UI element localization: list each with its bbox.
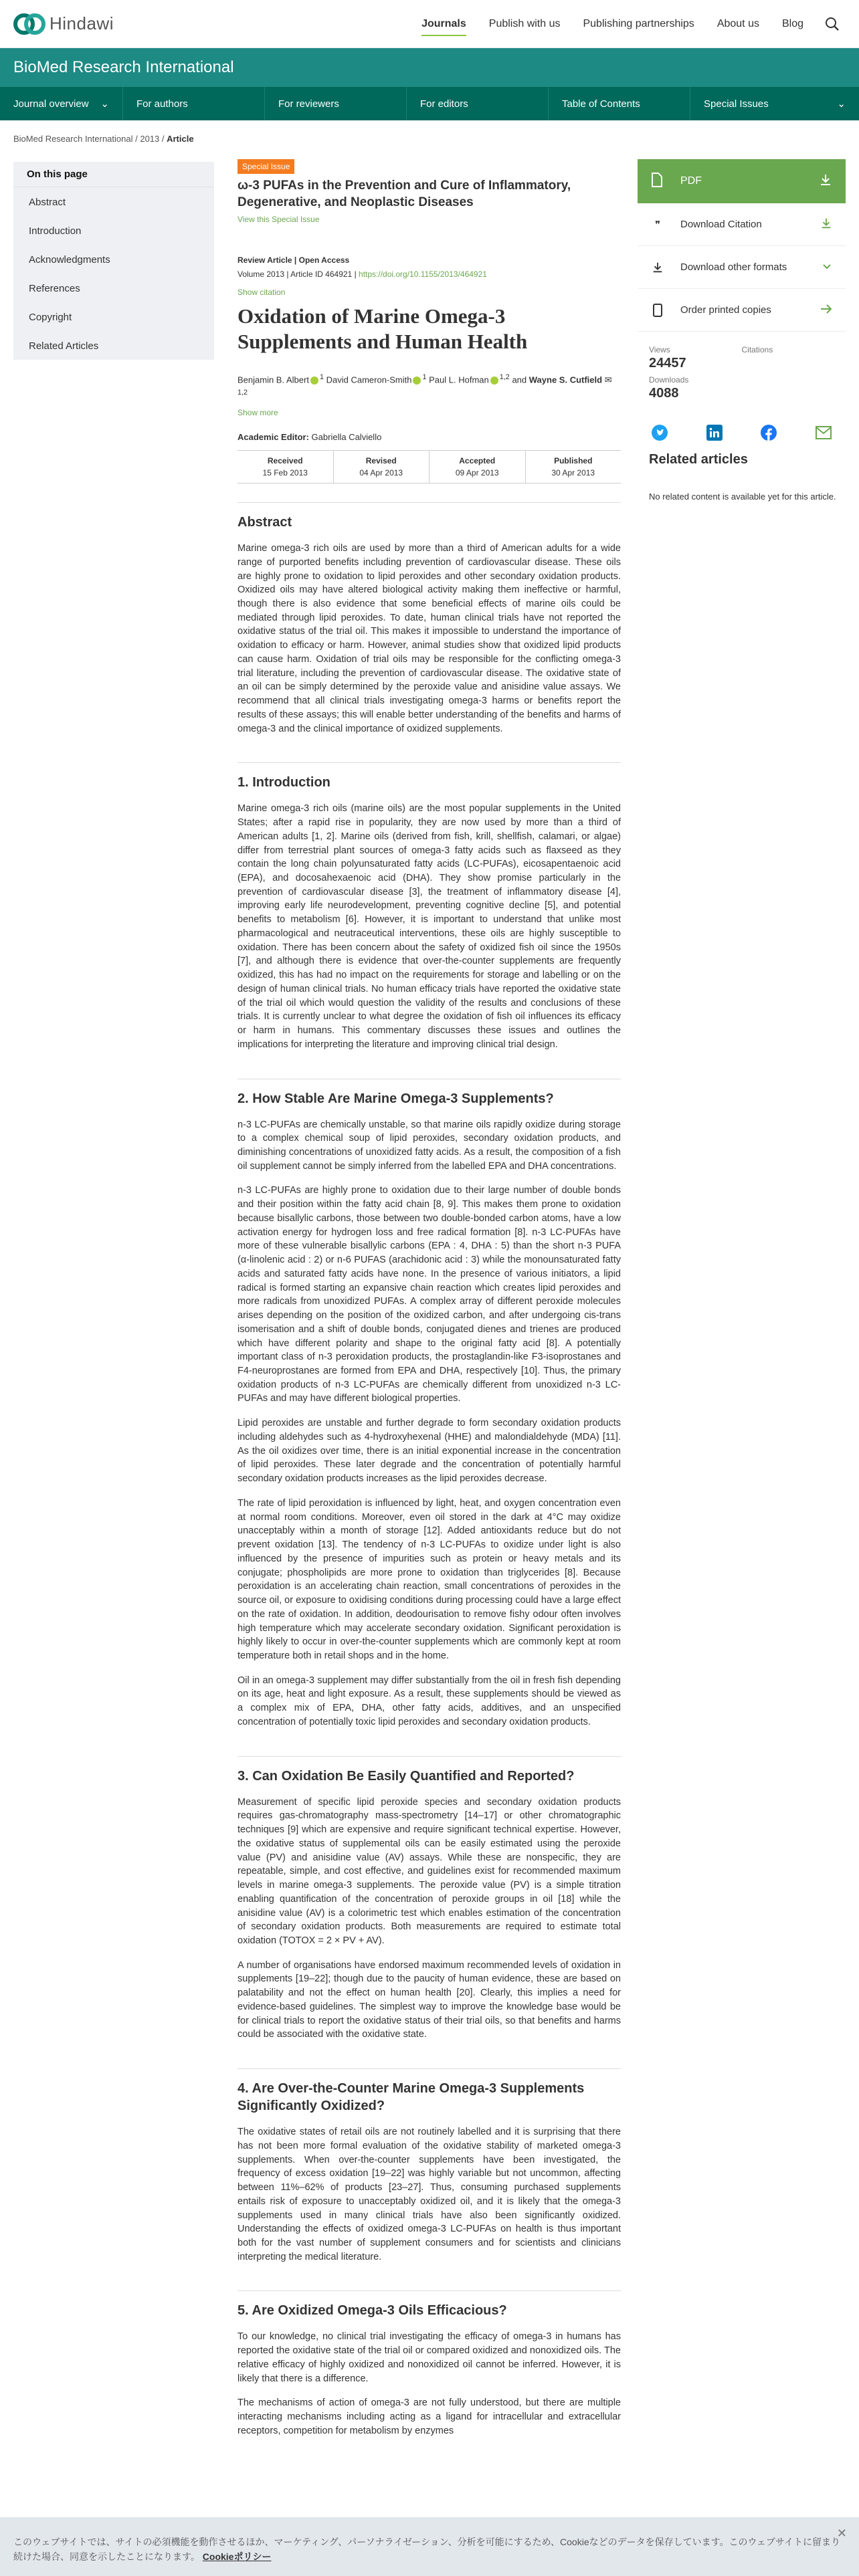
show-citation-link[interactable]: Show citation [237,288,286,298]
journal-nav-reviewers-label: For reviewers [278,98,339,110]
article-metrics [638,345,846,401]
section-heading-stability: 2. How Stable Are Marine Omega-3 Supplements? [237,1079,621,1107]
related-articles-heading: Related articles [649,452,748,467]
search-icon[interactable] [819,11,846,37]
nav-partnerships[interactable]: Publishing partnerships [583,17,694,29]
article-volume-text: Volume 2013 | Article ID 464921 | [237,269,359,279]
section-heading-efficacy: 5. Are Oxidized Omega-3 Oils Efficacious? [237,2290,621,2319]
journal-nav-authors[interactable] [123,87,265,120]
academic-editor-name: Gabriella Calviello [311,432,382,443]
email-share-icon[interactable] [815,424,832,441]
show-more-link[interactable]: Show more [237,408,278,418]
section-heading-quantified: 3. Can Oxidation Be Easily Quantified and Reported? [237,1756,621,1785]
linkedin-icon[interactable] [706,424,723,441]
toc-acknowledgments[interactable]: Acknowledgments [29,254,110,265]
author-affiliation: 1 [422,372,427,381]
orcid-icon[interactable] [490,377,498,385]
journal-nav-editors-label: For editors [420,98,468,110]
chevron-down-icon: ⌄ [837,98,846,110]
chevron-down-icon: ⌄ [100,98,109,110]
journal-title-bar [0,48,859,87]
hindawi-logo[interactable] [13,8,114,40]
hindawi-logo-text: Hindawi [50,13,114,33]
section-heading-otc: 4. Are Over-the-Counter Marine Omega-3 Supplements Significantly Oxidized? [237,2068,621,2115]
toc-references[interactable]: References [29,283,80,294]
author-affiliation: 1,2 [237,388,248,397]
special-issue-badge: Special Issue [237,159,294,174]
journal-nav-special-label: Special Issues [704,98,769,110]
close-icon[interactable]: ✕ [836,2527,847,2540]
journal-nav-special[interactable] [690,87,859,120]
author-name[interactable]: Wayne S. Cutfield [529,374,603,385]
chevron-down-icon [822,261,832,274]
academic-editor [237,432,621,442]
top-nav [410,0,846,48]
date-published [525,451,622,483]
on-this-page-title: On this page [13,162,214,187]
date-label: Received [267,456,303,466]
author-name[interactable]: Benjamin B. Albert [237,374,309,385]
author-name[interactable]: Paul L. Hofman [429,374,489,385]
abstract-heading: Abstract [237,502,621,531]
article-title: Oxidation of Marine Omega-3 Supplements and Human Health [237,304,528,353]
top-header [0,0,859,48]
order-print-label: Order printed copies [680,304,771,316]
cookie-policy-link[interactable]: Cookieポリシー [202,2551,272,2563]
toc-copyright[interactable]: Copyright [29,312,72,323]
journal-nav-toc-label: Table of Contents [562,98,640,110]
quantified-paragraph: A number of organisations have endorsed maximum recommended levels of oxidation in supplements [19–22]; though due to the paucity of human evidence, these are based on palatability and not the effect on human health [20]. Clearly, this implies a need for evidence-based guidelines. The simplest way to improve the knowledge base would be for clinical trials to report the oxidative status of their trial oils, so that benefits and harms could be associated with the oxidative state. [237,1959,621,2040]
article-volume [237,267,621,281]
journal-nav-overview-label: Journal overview [13,98,89,110]
views-label: Views [649,345,670,354]
nav-about[interactable]: About us [717,17,759,29]
downloads-value: 4088 [649,386,679,401]
cookie-text: このウェブサイトでは、サイトの必須機能を動作させるほか、マーケティング、パーソナライゼーション、分析を可能にするため、Cookieなどのデータを保存しています。このウェブサイトに留まり続けた場合、同意を示したことになります。 [13,2537,840,2563]
nav-publish[interactable]: Publish with us [488,17,561,29]
efficacy-paragraph: The mechanisms of action of omega-3 are not fully understood, but there are multiple interacting mechanisms including acting as a ligand for intracellular and extracellular receptors, competition for metabolism by enzymes [237,2397,621,2436]
nav-journals[interactable]: Journals [410,0,478,48]
view-special-issue-link[interactable]: View this Special Issue [237,215,320,225]
views-value: 24457 [649,356,686,370]
breadcrumb-journal[interactable]: BioMed Research International [13,134,133,144]
date-value: 15 Feb 2013 [262,468,308,478]
email-icon[interactable]: ✉ [602,374,612,385]
date-value: 09 Apr 2013 [455,468,499,478]
academic-editor-label: Academic Editor: [237,432,309,443]
pdf-icon [651,173,663,191]
article-sidebar [638,159,846,504]
otc-paragraph: The oxidative states of retail oils are not routinely labelled and it is surprising that there has not been more formal evaluation of the oxidative stability of marketed omega-3 supplements. When over-the-counter supplements have been investigated, the frequency of excess oxidation [19–22] was highly variable but not uncommon, affecting between 11%–62% of products [23–27]. Thus, consuming purchased supplements entails risk of exposure to unacceptably oxidized oil, and it is likely that the omega-3 supplements used in many clinical trials have also been significantly oxidized. Understanding the effects of oxidized omega-3 LC-PUFAs on health is thus important both for the vast number of supplement consumers and for scientists and clinicians interpreting the medical literature. [237,2127,621,2262]
views-metric [649,345,742,401]
hindawi-logo-mark [13,8,45,40]
journal-title[interactable]: BioMed Research International [13,58,234,76]
downloads-label: Downloads [649,375,689,385]
stability-paragraph: n-3 LC-PUFAs are highly prone to oxidation due to their large number of double bonds and their position within the fatty acid chain [8, 9]. This makes them prone to oxidation because bisallylic carbons, those between two double-bonded carbon atoms, have a low activation energy for hydrogen loss and free radical formation [8]. n-3 LC-PUFAs have more of these vulnerable bisallylic carbons (EPA : 4, DHA : 5) than the short n-3 PUFA (α-linolenic acid : 2) or n-6 PUFAS (arachidonic acid : 3) while the monounsaturated fatty acids and saturated fatty acids have none. In the presence of various initiators, a lipid radical is formed starting an expansive chain reaction which creates lipid peroxides and more radicals from unoxidized PUFAs. A complex array of different peroxide molecules arises depending on the position of the oxidized carbon, and after undergoing cis-trans isomerisation and a shift of double bonds, conjugated dienes and trienes are produced which have different polarity and shape to the original fatty acid [8]. A potentially important class of n-3 peroxidation products, the prostaglandin-like F3-isoprostanes and F4-neuroprostanes are formed from EPA and DHA, respectively [10]. Thus, the primary oxidation products of n-3 LC-PUFAs are chemically different from unoxidized n-3 LC-PUFAs and may have different biological properties. [237,1185,621,1404]
author-conjunction: and [512,374,527,385]
journal-nav-overview[interactable] [0,87,123,120]
special-issue-title[interactable]: ω-3 PUFAs in the Prevention and Cure of Inflammatory, Degenerative, and Neoplastic Diseases [237,179,571,209]
on-this-page-panel [13,162,214,360]
breadcrumb: BioMed Research International / 2013 / Article [13,134,194,144]
download-citation-button[interactable] [638,203,846,246]
journal-nav-reviewers[interactable] [265,87,407,120]
date-value: 04 Apr 2013 [359,468,403,478]
journal-nav [0,87,859,120]
date-label: Accepted [459,456,496,466]
order-print-button[interactable] [638,289,846,332]
date-accepted [429,451,525,483]
toc-abstract[interactable]: Abstract [29,197,66,208]
download-formats-button[interactable] [638,246,846,289]
date-value: 30 Apr 2013 [551,468,595,478]
journal-nav-editors[interactable] [407,87,549,120]
efficacy-paragraph: To our knowledge, no clinical trial investigating the efficacy of omega-3 in humans has reported the oxidative state of the trial oil or compared oxidized and nonoxidized oils. The relative efficacy of highly oxidized and nonoxidized oil cannot be inferred. However, it is likely that there is a difference. [237,2331,621,2384]
download-icon [820,217,832,232]
author-affiliation: 1 [319,372,324,381]
download-icon [819,173,832,190]
citations-label: Citations [741,345,773,354]
article-dates [237,450,621,484]
twitter-icon[interactable] [651,424,668,441]
phone-icon [651,304,664,317]
facebook-icon[interactable] [760,424,777,441]
article-main [237,159,621,2438]
date-label: Revised [365,456,397,466]
date-label: Published [554,456,593,466]
journal-nav-toc[interactable] [549,87,690,120]
article-type: Review Article | Open Access [237,255,350,265]
stability-paragraph: Lipid peroxides are unstable and further degrade to form secondary oxidation products including aldehydes such as 4-hydroxyhexenal (HHE) and malondialdehyde (MDA) [11]. As the oil oxidizes over time, there is an initial exponential increase in the concentration of lipid peroxides. These later degrade and the concentration of potentially harmful secondary oxidation products increases as the lipid peroxides decrease. [237,1418,621,1485]
toc-related[interactable]: Related Articles [29,340,99,352]
share-bar [638,424,846,441]
breadcrumb-current: Article [167,134,194,144]
download-icon [651,261,664,274]
download-citation-label: Download Citation [680,219,762,230]
author-name[interactable]: David Cameron-Smith [326,374,412,385]
stability-paragraph: n-3 LC-PUFAs are chemically unstable, so that marine oils rapidly oxidize during storage to a complex chemical soup of lipid peroxides, secondary oxidation products, and diminishing concentrations of unoxidized fatty acids. As a result, the composition of a fish oil supplement cannot be simply inferred from the labelled EPA and DHA concentrations. [237,1119,621,1172]
quote-icon: ❞ [654,219,661,231]
pdf-label: PDF [680,175,702,187]
introduction-paragraph: Marine omega-3 rich oils (marine oils) are the most popular supplements in the United States; after a rapid rise in popularity, they are now used by more than a third of American adults [1, 2]. Marine oils (derived from fish, krill, shellfish, calamari, or algae) differ from terrestrial plant sources of omega-3 fatty acids such as flaxseed as they contain the long chain polyunsaturated fatty acids (LC-PUFAs), eicosapentaenoic acid (EPA), and docosahexaenoic acid (DHA). They show promise particularly in the prevention of cardiovascular disease [3], the treatment of inflammatory disease [4], improving early life neurodevelopment, preventing cognitive decline [5], and potential benefits to metabolism [6]. However, it is important to understand that unlike most pharmacological and neutraceutical interventions, these oils are highly susceptible to oxidation. There has been concern about the safety of oxidized fish oil since the 1950s [7], and although there is evidence that over-the-counter supplements are frequently oxidized, this has had no impact on the requirements for storage and labelling or on the design of human clinical trials. No human efficacy trials have reported the oxidative state of the trial oil which would question the validity of the results and conclusions of these trials. It is currently unclear to what degree the oxidation of fish oil influences its efficacy or harm in humans. This commentary discusses these issues and outlines the implications for interpreting the literature and improving clinical trial design. [237,803,621,1050]
article-meta [237,253,621,281]
cookie-banner [0,2517,859,2576]
citations-metric [742,345,835,401]
stability-paragraph: Oil in an omega-3 supplement may differ substantially from the oil in fresh fish depending on its age, heat and light exposure. As a result, these supplements should be viewed as a complex mix of EPA, DHA, other fatty acids, additives, and an unspecified concentration of potentially toxic lipid peroxides and secondary oxidation products. [237,1675,621,1727]
toc-introduction[interactable]: Introduction [29,225,82,237]
author-list [237,372,621,403]
stability-paragraph: The rate of lipid peroxidation is influenced by light, heat, and oxygen concentration even at normal room conditions. Moreover, even oil stored in the dark at 4°C may oxidize unacceptably within a month of storage [12]. Added antioxidants reduce but do not prevent oxidation [13]. The tendency of n-3 LC-PUFAs to oxidize under light is also influenced by the presence of impurities such as protein or heavy metals and its conjugate; phospholipids are more prone to oxidation than triglycerides [8]. Because peroxidation is an accelerating chain reaction, small concentrations of peroxides in the source oil, or exposure to oxidising conditions during processing could have a large effect on the rate of oxidation. In addition, deodourisation to remove fishy odour often involves high temperature which may accelerate secondary oxidation. Significant peroxidation is highly likely to occur in over-the-counter supplements which are commonly kept at room temperature both in retail shops and in the home. [237,1497,621,1661]
related-articles-empty: No related content is available yet for this article. [649,492,836,502]
section-heading-introduction: 1. Introduction [237,762,621,791]
breadcrumb-year[interactable]: 2013 [140,134,160,144]
arrow-right-icon [820,304,832,317]
orcid-icon[interactable] [310,377,318,385]
download-formats-label: Download other formats [680,261,787,273]
quantified-paragraph: Measurement of specific lipid peroxide species and secondary oxidation products requires gas-chromatography mass-spectrometry [14–17] or other chromatographic techniques [9] which are expensive and require significant technical expertise. However, the oxidative status of supplemental oils can be easily estimated using the peroxide value (PV) and anisidine value (AV) assays. While these are nonspecific, they are repeatable, simple, and cost effective, and guidelines exist for recommended maximum levels in marine omega-3 supplements. The peroxide value (PV) is a simple titration enabling quantification of the concentration of peroxide groups in oil [18] while the anisidine value (AV) is a colorimetric test which enables estimation of the concentration of secondary oxidation products. Both measurements are required to estimate total oxidation (TOTOX = 2 × PV + AV). [237,1796,621,1946]
author-affiliation: 1,2 [499,372,510,381]
nav-blog[interactable]: Blog [781,17,803,29]
pdf-button[interactable] [638,159,846,203]
date-received [237,451,333,483]
abstract-text: Marine omega-3 rich oils are used by more than a third of American adults for a wide range of purported benefits including prevention of cardiovascular disease. These oils are highly prone to oxidation to lipid peroxides and other secondary oxidation products. Oxidized oils may have altered biological activity making them ineffective or harmful, though there is also evidence that some beneficial effects of marine oils could be mediated through lipid peroxides. To date, human clinical trials have not reported the oxidative status of the trial oil. This makes it impossible to understand the importance of oxidation to efficacy or harm. However, animal studies show that oxidized lipid products can cause harm. Oxidation of trial oils may be responsible for the conflicting omega-3 trial literature, including the prevention of cardiovascular disease. The oxidative state of an oil can be simply determined by the peroxide value and anisidine value assays. We recommend that all clinical trials investigating omega-3 harms or benefits report the results of these assays; this will enable better understanding of the benefits and harms of omega-3 and the clinical importance of oxidized supplements. [237,543,621,734]
doi-link[interactable]: https://doi.org/10.1155/2013/464921 [359,269,487,279]
orcid-icon[interactable] [413,377,421,385]
date-revised [333,451,430,483]
journal-nav-authors-label: For authors [136,98,188,110]
